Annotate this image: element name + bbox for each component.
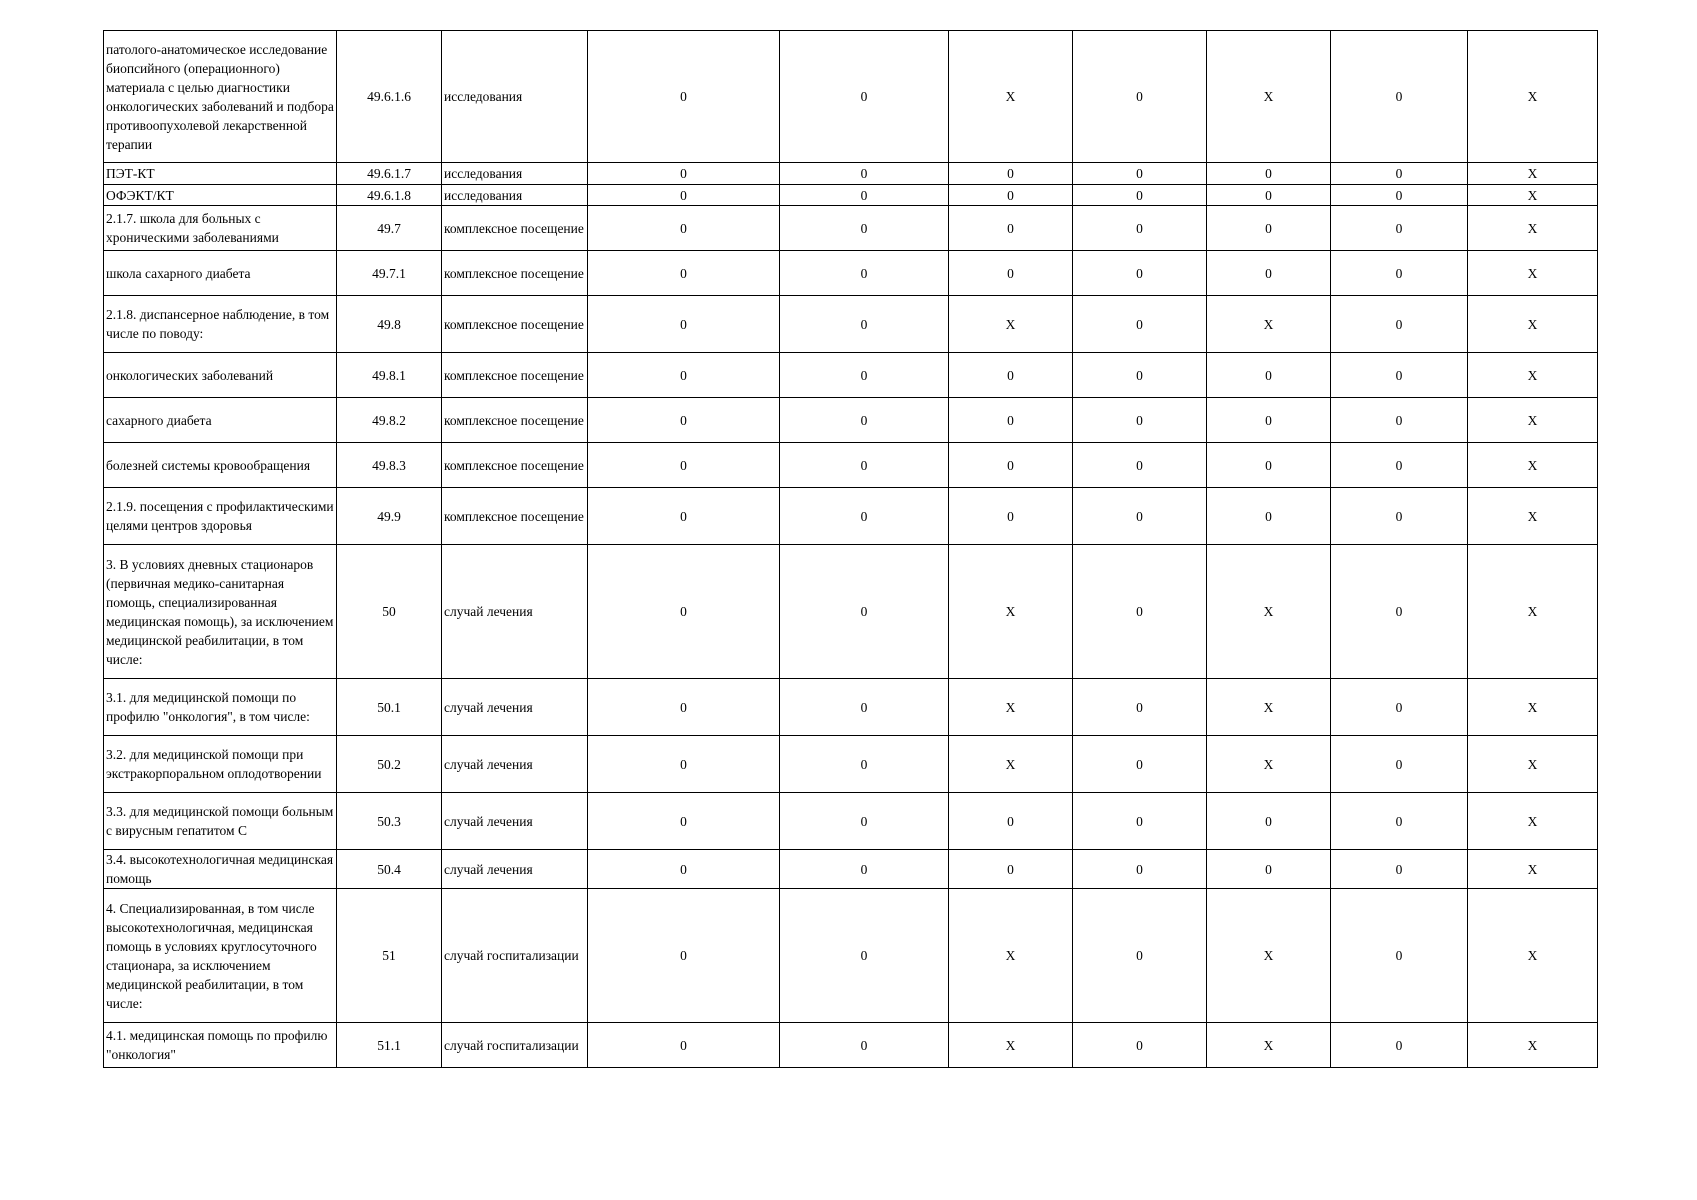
row-code-cell: 50.3 (337, 793, 442, 850)
value-cell: 0 (1331, 545, 1468, 679)
value-cell: Х (1468, 31, 1598, 163)
value-cell: 0 (1073, 251, 1207, 296)
row-code-cell: 50.1 (337, 679, 442, 736)
row-code-cell: 49.7.1 (337, 251, 442, 296)
value-cell: Х (1468, 889, 1598, 1023)
row-name-cell: сахарного диабета (104, 398, 337, 443)
table-row (104, 296, 1598, 353)
value-cell: Х (1468, 251, 1598, 296)
row-code-cell: 49.7 (337, 206, 442, 251)
value-cell: 0 (1073, 31, 1207, 163)
row-name-cell: 4. Специализированная, в том числе высокотехнологичная, медицинская помощь в условиях круглосуточного стационара, за исключением медицинской реабилитации, в том числе: (104, 889, 337, 1023)
value-cell: Х (1468, 545, 1598, 679)
row-code-cell: 49.8.2 (337, 398, 442, 443)
table-row (104, 793, 1598, 850)
value-cell: Х (1207, 679, 1331, 736)
row-unit-cell: комплексное посещение (442, 398, 588, 443)
table-row (104, 1023, 1598, 1068)
row-name-cell: 2.1.8. диспансерное наблюдение, в том числе по поводу: (104, 296, 337, 353)
value-cell: 0 (588, 31, 780, 163)
row-code-cell: 49.9 (337, 488, 442, 545)
value-cell: 0 (1331, 736, 1468, 793)
row-name-cell: 3.4. высокотехнологичная медицинская помощь (104, 850, 337, 889)
row-code-cell: 49.8.3 (337, 443, 442, 488)
value-cell: 0 (780, 850, 949, 889)
value-cell: 0 (1073, 488, 1207, 545)
value-cell: 0 (780, 296, 949, 353)
value-cell: 0 (1073, 163, 1207, 185)
value-cell: 0 (1073, 185, 1207, 206)
row-name-cell: школа сахарного диабета (104, 251, 337, 296)
row-name-cell: 3. В условиях дневных стационаров (первичная медико-санитарная помощь, специализированная медицинская помощь), за исключением медицинской реабилитации, в том числе: (104, 545, 337, 679)
table-row (104, 889, 1598, 1023)
value-cell: 0 (780, 31, 949, 163)
value-cell: Х (1468, 206, 1598, 251)
value-cell: 0 (1207, 185, 1331, 206)
value-cell: 0 (780, 679, 949, 736)
row-unit-cell: комплексное посещение (442, 353, 588, 398)
value-cell: 0 (780, 1023, 949, 1068)
value-cell: Х (1468, 488, 1598, 545)
value-cell: 0 (1331, 353, 1468, 398)
value-cell: 0 (949, 488, 1073, 545)
row-unit-cell: случай госпитализации (442, 889, 588, 1023)
value-cell: 0 (1207, 488, 1331, 545)
value-cell: Х (1468, 1023, 1598, 1068)
value-cell: Х (1468, 353, 1598, 398)
value-cell: Х (1207, 296, 1331, 353)
row-unit-cell: исследования (442, 185, 588, 206)
value-cell: 0 (1331, 679, 1468, 736)
value-cell: 0 (780, 353, 949, 398)
value-cell: 0 (780, 545, 949, 679)
row-name-cell: ОФЭКТ/КТ (104, 185, 337, 206)
value-cell: 0 (1331, 793, 1468, 850)
value-cell: Х (1468, 163, 1598, 185)
value-cell: 0 (949, 163, 1073, 185)
value-cell: 0 (1073, 793, 1207, 850)
table-row (104, 31, 1598, 163)
row-name-cell: 3.1. для медицинской помощи по профилю "онкология", в том числе: (104, 679, 337, 736)
row-code-cell: 49.8.1 (337, 353, 442, 398)
table-row (104, 353, 1598, 398)
value-cell: 0 (1073, 889, 1207, 1023)
value-cell: Х (949, 31, 1073, 163)
row-code-cell: 50 (337, 545, 442, 679)
row-name-cell: болезней системы кровообращения (104, 443, 337, 488)
row-code-cell: 50.2 (337, 736, 442, 793)
value-cell: 0 (1331, 488, 1468, 545)
table-row (104, 206, 1598, 251)
value-cell: 0 (1073, 398, 1207, 443)
value-cell: 0 (588, 353, 780, 398)
value-cell: 0 (780, 736, 949, 793)
value-cell: 0 (1331, 398, 1468, 443)
row-code-cell: 50.4 (337, 850, 442, 889)
value-cell: 0 (1073, 1023, 1207, 1068)
row-name-cell: 3.3. для медицинской помощи больным с вирусным гепатитом С (104, 793, 337, 850)
value-cell: 0 (780, 443, 949, 488)
row-name-cell: 3.2. для медицинской помощи при экстракорпоральном оплодотворении (104, 736, 337, 793)
value-cell: 0 (1207, 398, 1331, 443)
table-row (104, 679, 1598, 736)
value-cell: 0 (588, 443, 780, 488)
value-cell: Х (1207, 889, 1331, 1023)
value-cell: 0 (1331, 251, 1468, 296)
value-cell: 0 (588, 679, 780, 736)
value-cell: Х (1468, 736, 1598, 793)
table-row (104, 443, 1598, 488)
value-cell: 0 (949, 850, 1073, 889)
row-code-cell: 49.6.1.7 (337, 163, 442, 185)
value-cell: 0 (1207, 206, 1331, 251)
table-row (104, 736, 1598, 793)
value-cell: 0 (949, 443, 1073, 488)
row-unit-cell: случай госпитализации (442, 1023, 588, 1068)
value-cell: 0 (1331, 850, 1468, 889)
value-cell: 0 (1331, 185, 1468, 206)
value-cell: 0 (588, 1023, 780, 1068)
value-cell: 0 (588, 793, 780, 850)
value-cell: 0 (1331, 443, 1468, 488)
table-row (104, 185, 1598, 206)
row-unit-cell: исследования (442, 31, 588, 163)
value-cell: Х (949, 545, 1073, 679)
value-cell: Х (949, 889, 1073, 1023)
row-unit-cell: комплексное посещение (442, 206, 588, 251)
value-cell: 0 (949, 251, 1073, 296)
row-name-cell: ПЭТ-КТ (104, 163, 337, 185)
table-row (104, 545, 1598, 679)
value-cell: 0 (1331, 889, 1468, 1023)
value-cell: 0 (780, 185, 949, 206)
row-unit-cell: исследования (442, 163, 588, 185)
value-cell: 0 (588, 545, 780, 679)
value-cell: 0 (949, 793, 1073, 850)
value-cell: 0 (588, 736, 780, 793)
value-cell: Х (1207, 545, 1331, 679)
value-cell: 0 (588, 185, 780, 206)
row-code-cell: 51.1 (337, 1023, 442, 1068)
table-row (104, 488, 1598, 545)
row-name-cell: 2.1.9. посещения с профилактическими целями центров здоровья (104, 488, 337, 545)
value-cell: 0 (1207, 443, 1331, 488)
row-name-cell: 2.1.7. школа для больных с хроническими заболеваниями (104, 206, 337, 251)
value-cell: 0 (1331, 206, 1468, 251)
value-cell: 0 (588, 296, 780, 353)
value-cell: Х (1207, 31, 1331, 163)
row-name-cell: онкологических заболеваний (104, 353, 337, 398)
value-cell: 0 (1073, 736, 1207, 793)
value-cell: 0 (588, 889, 780, 1023)
value-cell: Х (1468, 443, 1598, 488)
value-cell: Х (1468, 850, 1598, 889)
table-body (104, 31, 1598, 1068)
value-cell: 0 (1073, 206, 1207, 251)
value-cell: 0 (1331, 296, 1468, 353)
value-cell: 0 (780, 398, 949, 443)
row-unit-cell: случай лечения (442, 679, 588, 736)
table-row (104, 398, 1598, 443)
value-cell: 0 (1073, 545, 1207, 679)
value-cell: 0 (780, 793, 949, 850)
value-cell: 0 (588, 251, 780, 296)
value-cell: 0 (588, 398, 780, 443)
value-cell: 0 (1207, 793, 1331, 850)
row-unit-cell: комплексное посещение (442, 296, 588, 353)
value-cell: 0 (949, 398, 1073, 443)
value-cell: 0 (588, 488, 780, 545)
row-unit-cell: случай лечения (442, 736, 588, 793)
value-cell: 0 (780, 488, 949, 545)
value-cell: Х (1468, 296, 1598, 353)
row-unit-cell: комплексное посещение (442, 443, 588, 488)
value-cell: 0 (1073, 850, 1207, 889)
value-cell: 0 (1207, 163, 1331, 185)
row-unit-cell: комплексное посещение (442, 488, 588, 545)
row-name-cell: патолого-анатомическое исследование биопсийного (операционного) материала с целью диагностики онкологических заболеваний и подбора противоопухолевой лекарственной терапии (104, 31, 337, 163)
value-cell: Х (949, 296, 1073, 353)
value-cell: 0 (1073, 679, 1207, 736)
value-cell: 0 (588, 206, 780, 251)
value-cell: Х (1468, 185, 1598, 206)
value-cell: 0 (1073, 296, 1207, 353)
value-cell: 0 (780, 206, 949, 251)
row-code-cell: 51 (337, 889, 442, 1023)
value-cell: Х (949, 679, 1073, 736)
value-cell: Х (1207, 736, 1331, 793)
value-cell: Х (1468, 679, 1598, 736)
value-cell: 0 (949, 353, 1073, 398)
value-cell: 0 (1073, 353, 1207, 398)
row-unit-cell: комплексное посещение (442, 251, 588, 296)
value-cell: 0 (1207, 850, 1331, 889)
value-cell: 0 (949, 185, 1073, 206)
value-cell: 0 (780, 889, 949, 1023)
value-cell: 0 (1207, 353, 1331, 398)
value-cell: Х (949, 1023, 1073, 1068)
value-cell: 0 (1207, 251, 1331, 296)
program-volume-table (103, 30, 1598, 1068)
row-unit-cell: случай лечения (442, 793, 588, 850)
value-cell: Х (1207, 1023, 1331, 1068)
value-cell: 0 (780, 163, 949, 185)
value-cell: 0 (1331, 163, 1468, 185)
row-unit-cell: случай лечения (442, 545, 588, 679)
value-cell: Х (1468, 793, 1598, 850)
row-code-cell: 49.6.1.6 (337, 31, 442, 163)
table-row (104, 850, 1598, 889)
row-code-cell: 49.8 (337, 296, 442, 353)
value-cell: 0 (588, 850, 780, 889)
table-row (104, 251, 1598, 296)
value-cell: 0 (588, 163, 780, 185)
row-unit-cell: случай лечения (442, 850, 588, 889)
row-name-cell: 4.1. медицинская помощь по профилю "онкология" (104, 1023, 337, 1068)
value-cell: 0 (1331, 31, 1468, 163)
value-cell: 0 (949, 206, 1073, 251)
table-row (104, 163, 1598, 185)
value-cell: Х (949, 736, 1073, 793)
value-cell: 0 (1073, 443, 1207, 488)
value-cell: 0 (780, 251, 949, 296)
row-code-cell: 49.6.1.8 (337, 185, 442, 206)
value-cell: 0 (1331, 1023, 1468, 1068)
value-cell: Х (1468, 398, 1598, 443)
